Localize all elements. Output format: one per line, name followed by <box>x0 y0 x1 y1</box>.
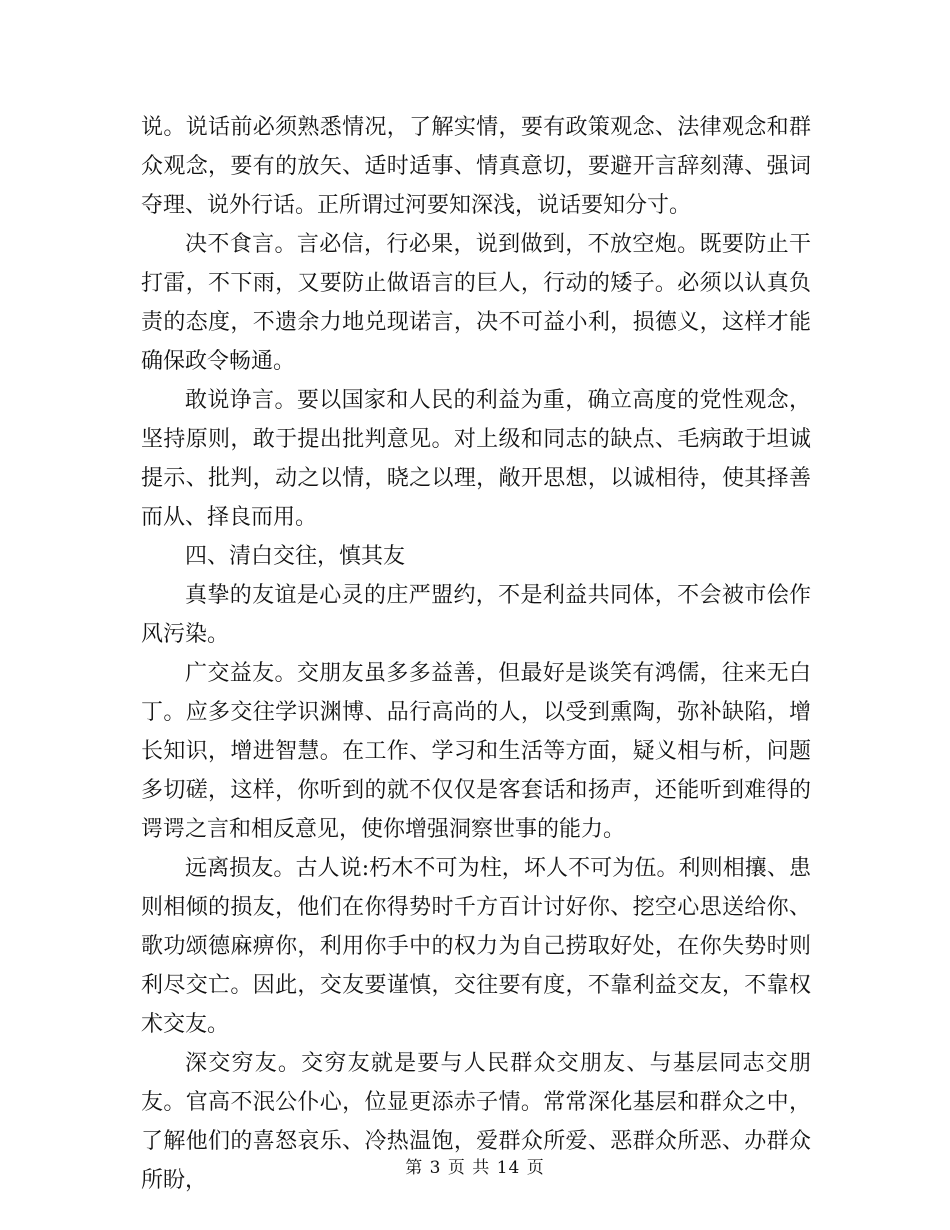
page-number-footer: 第 3 页 共 14 页 <box>405 1158 545 1178</box>
section-heading: 四、清白交往，慎其友 <box>185 544 406 569</box>
paragraph: 说。说话前必须熟悉情况，了解实情，要有政策观念、法律观念和群众观念，要有的放矢、适时适事、情真意切，要避开言辞刻薄、强词夺理、说外行话。正所谓过河要知深浅，说话要知分寸。 <box>141 115 811 218</box>
paragraph: 广交益友。交朋友虽多多益善，但最好是谈笑有鸿儒，往来无白丁。应多交往学识渊博、品行高尚的人，以受到熏陶，弥补缺陷，增长知识，增进智慧。在工作、学习和生活等方面，疑义相与析，问题多切磋，这样，你听到的就不仅仅是客套话和扬声，还能听到难得的谔谔之言和相反意见，使你增强洞察世事的能力。 <box>141 661 811 842</box>
paragraph: 远离损友。古人说:朽木不可为柱，坏人不可为伍。利则相攘、患则相倾的损友，他们在你得势时千方百计讨好你、挖空心思送给你、歌功颂德麻痹你，利用你手中的权力为自己捞取好处，在你失势时则利尽交亡。因此，交友要谨慎，交往要有度，不靠利益交友，不靠权术交友。 <box>141 856 811 1037</box>
paragraph: 深交穷友。交穷友就是要与人民群众交朋友、与基层同志交朋友。官高不泯公仆心，位显更添赤子情。常常深化基层和群众之中，了解他们的喜怒哀乐、冷热温饱，爱群众所爱、恶群众所恶、办群众所盼， <box>141 1051 811 1193</box>
document-body <box>141 108 811 1200</box>
paragraph: 敢说诤言。要以国家和人民的利益为重，确立高度的党性观念，坚持原则，敢于提出批判意见。对上级和同志的缺点、毛病敢于坦诚提示、批判，动之以情，晓之以理，敞开思想，以诚相待，使其择善而从、择良而用。 <box>141 388 811 530</box>
paragraph: 真挚的友谊是心灵的庄严盟约，不是利益共同体，不会被市侩作风污染。 <box>141 583 811 647</box>
paragraph: 决不食言。言必信，行必果，说到做到，不放空炮。既要防止干打雷，不下雨，又要防止做语言的巨人，行动的矮子。必须以认真负责的态度，不遗余力地兑现诺言，决不可益小利，损德义，这样才能确保政令畅通。 <box>141 232 811 374</box>
